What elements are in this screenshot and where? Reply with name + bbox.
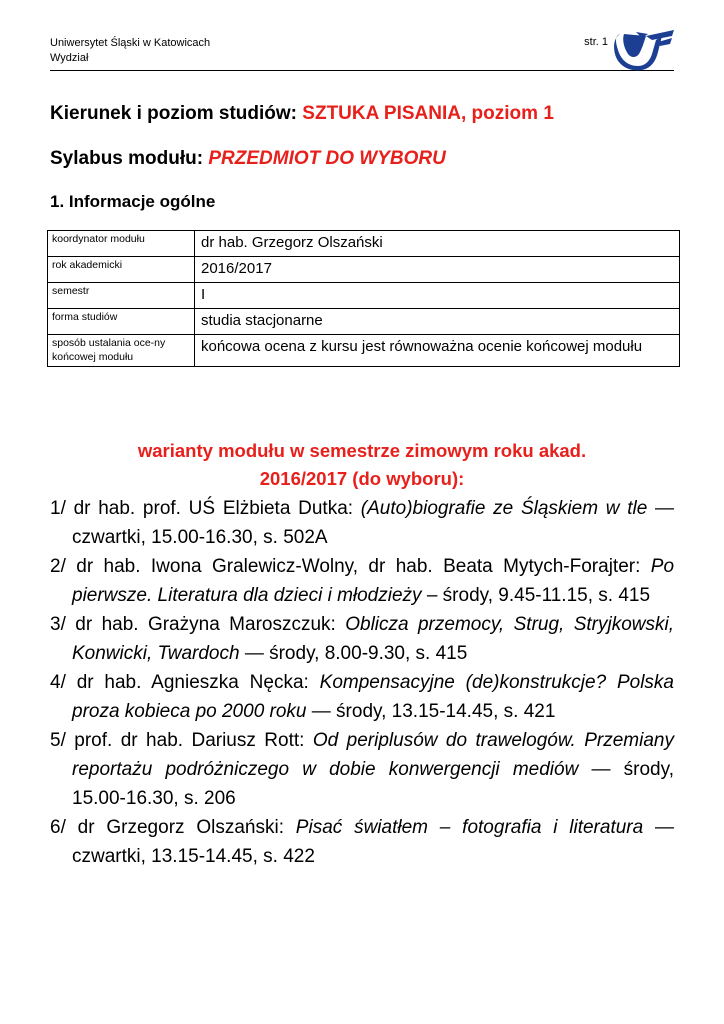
item-number: 4/	[50, 672, 77, 693]
syllabus-heading	[50, 148, 446, 170]
item-details: — środy, 8.00-9.30, s. 415	[239, 643, 468, 664]
program-value: SZTUKA PISANIA, poziom 1	[302, 103, 554, 124]
variants-title-line: warianty modułu w semestrze zimowym roku akad.	[137, 440, 587, 461]
table-row	[48, 231, 680, 257]
list-item	[50, 813, 674, 871]
item-title: (Auto)biografie ze Śląskiem w tle	[360, 498, 648, 519]
row-value: dr hab. Grzegorz Olszański	[195, 231, 680, 257]
item-author: dr hab. Agnieszka Nęcka:	[76, 672, 320, 693]
item-number: 3/	[50, 614, 76, 635]
row-label: semestr	[48, 283, 195, 309]
row-label: koordynator modułu	[48, 231, 195, 257]
table-row	[48, 309, 680, 335]
row-value: końcowa ocena z kursu jest równoważna ocenie końcowej modułu	[195, 335, 680, 367]
table-row	[48, 335, 680, 367]
variants-title	[50, 437, 674, 493]
item-author: dr hab. Grażyna Maroszczuk:	[75, 614, 346, 635]
variants-list	[50, 494, 674, 871]
item-details: — czwartki, 15.00-16.30, s. 502A	[72, 498, 675, 548]
list-item	[50, 552, 674, 610]
university-name: Uniwersytet Śląski w Katowicach	[50, 37, 211, 49]
syllabus-label: Sylabus modułu:	[50, 148, 209, 169]
table-row	[48, 283, 680, 309]
item-number: 1/	[50, 498, 74, 519]
row-value: studia stacjonarne	[195, 309, 680, 335]
row-value: I	[195, 283, 680, 309]
row-label: sposób ustalania oce-ny końcowej modułu	[48, 335, 195, 367]
row-label: rok akademicki	[48, 257, 195, 283]
item-number: 5/	[50, 730, 75, 751]
item-title: Oblicza przemocy, Strug, Stryjkowski, Konwicki, Twardoch	[72, 614, 674, 664]
page-number: str. 1	[584, 36, 608, 48]
table-row	[48, 257, 680, 283]
item-author: prof. dr hab. Dariusz Rott:	[74, 730, 313, 751]
page-header	[50, 34, 674, 71]
program-heading	[50, 103, 554, 125]
university-logo-icon	[612, 30, 674, 72]
item-title: Pisać światłem – fotografia i literatura	[295, 817, 644, 838]
list-item	[50, 668, 674, 726]
item-author: dr hab. prof. UŚ Elżbieta Dutka:	[73, 498, 361, 519]
item-details: – środy, 9.45-11.15, s. 415	[421, 585, 651, 606]
list-item	[50, 726, 674, 813]
item-details: — czwartki, 13.15-14.45, s. 422	[72, 817, 675, 867]
syllabus-value: PRZEDMIOT DO WYBORU	[208, 148, 446, 169]
list-item	[50, 494, 674, 552]
item-details: — środy, 15.00-16.30, s. 206	[72, 759, 674, 809]
item-title: Kompensacyjne (de)konstrukcje? Polska proza kobieca po 2000 roku	[72, 672, 674, 722]
row-label: forma studiów	[48, 309, 195, 335]
header-institution	[50, 36, 210, 66]
program-label: Kierunek i poziom studiów:	[50, 103, 303, 124]
faculty-name: Wydział	[50, 52, 89, 64]
info-table	[47, 230, 680, 367]
section-heading: 1. Informacje ogólne	[50, 192, 216, 211]
item-details: — środy, 13.15-14.45, s. 421	[306, 701, 556, 722]
item-author: dr Grzegorz Olszański:	[77, 817, 296, 838]
list-item	[50, 610, 674, 668]
row-value: 2016/2017	[195, 257, 680, 283]
variants-title-line: 2016/2017 (do wyboru):	[259, 468, 465, 489]
item-number: 2/	[50, 556, 77, 577]
item-title: Od periplusów do trawelogów. Przemiany reportażu podróżniczego w dobie konwergencji mediów	[72, 730, 674, 780]
item-number: 6/	[50, 817, 78, 838]
item-author: dr hab. Iwona Gralewicz-Wolny, dr hab. Beata Mytych-Forajter:	[76, 556, 651, 577]
item-title: Po pierwsze. Literatura dla dzieci i młodzieży	[72, 556, 675, 606]
